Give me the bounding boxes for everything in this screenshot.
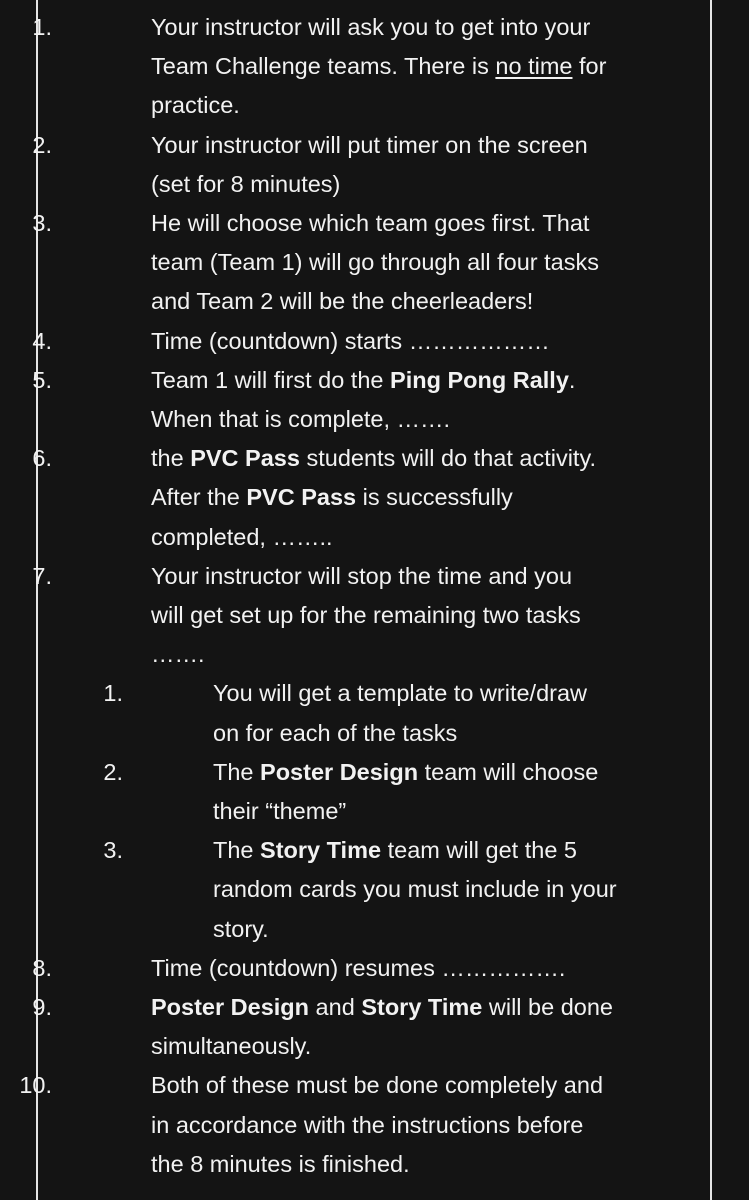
task-name: Poster Design xyxy=(151,994,310,1021)
item-number: 5. xyxy=(32,366,52,393)
text-line: simultaneously. xyxy=(151,1033,312,1060)
text-line: in accordance with the instructions before xyxy=(151,1111,584,1138)
text-line: The Poster Design team will choose xyxy=(213,758,599,785)
text-line: Team Challenge teams. There is no time for xyxy=(151,53,607,80)
task-name: PVC Pass xyxy=(246,484,357,511)
item-number: 2. xyxy=(103,758,123,785)
list-item xyxy=(0,1066,656,1184)
item-number: 2. xyxy=(32,131,52,158)
text-line: You will get a template to write/draw xyxy=(213,680,588,707)
text-line: their “theme” xyxy=(213,798,347,825)
text-line: random cards you must include in your xyxy=(213,876,617,903)
text-line: the 8 minutes is finished. xyxy=(151,1150,410,1177)
text-line: He will choose which team goes first. That xyxy=(151,210,590,237)
list-item xyxy=(0,988,656,1066)
list-item xyxy=(0,126,656,204)
list-item xyxy=(0,557,656,675)
text-line: Time (countdown) starts ……………… xyxy=(151,327,550,354)
sub-list-item xyxy=(0,674,665,752)
item-number: 9. xyxy=(32,994,52,1021)
sub-list-item xyxy=(0,831,665,949)
text-line: completed, …….. xyxy=(151,523,333,550)
text-line: When that is complete, ……. xyxy=(151,406,451,433)
text-line: the PVC Pass students will do that activity. xyxy=(151,445,596,472)
task-name: Story Time xyxy=(361,994,483,1021)
item-number: 4. xyxy=(32,327,52,354)
task-name: Ping Pong Rally xyxy=(390,366,569,393)
item-number: 3. xyxy=(32,210,52,237)
instruction-list xyxy=(0,8,749,1184)
text-line: practice. xyxy=(151,92,240,119)
text-line: Poster Design and Story Time will be done xyxy=(151,994,613,1021)
item-number: 6. xyxy=(32,445,52,472)
text-line: and Team 2 will be the cheerleaders! xyxy=(151,288,534,315)
text-line: team (Team 1) will go through all four tasks xyxy=(151,249,599,276)
task-name: Story Time xyxy=(260,837,382,864)
underlined-text: no time xyxy=(495,53,573,80)
list-item xyxy=(0,8,656,126)
item-number: 10. xyxy=(19,1072,52,1099)
sub-list-item xyxy=(0,753,665,831)
list-item xyxy=(0,361,656,439)
task-name: Poster Design xyxy=(260,758,419,785)
text-line: on for each of the tasks xyxy=(213,719,458,746)
text-line: Team 1 will first do the Ping Pong Rally. xyxy=(151,366,576,393)
list-item xyxy=(0,949,656,988)
list-item xyxy=(0,439,656,557)
list-item xyxy=(0,204,656,322)
text-line: story. xyxy=(213,915,269,942)
text-line: Both of these must be done completely and xyxy=(151,1072,604,1099)
list-item xyxy=(0,322,656,361)
task-name: PVC Pass xyxy=(190,445,300,472)
text-line: After the PVC Pass is successfully xyxy=(151,484,513,511)
text-line: Time (countdown) resumes ……………. xyxy=(151,954,566,981)
text-line: ……. xyxy=(151,641,205,668)
item-number: 1. xyxy=(32,14,52,40)
text-line: (set for 8 minutes) xyxy=(151,170,341,197)
text-line: Your instructor will put timer on the screen xyxy=(151,131,588,158)
item-number: 1. xyxy=(103,680,123,707)
text-line: will get set up for the remaining two tasks xyxy=(151,602,581,629)
text-line: Your instructor will stop the time and you xyxy=(151,562,573,589)
item-number: 3. xyxy=(103,837,123,864)
item-number: 7. xyxy=(32,562,52,589)
item-number: 8. xyxy=(32,954,52,981)
text-line: The Story Time team will get the 5 xyxy=(213,837,577,864)
text-line: Your instructor will ask you to get into your xyxy=(151,14,591,40)
